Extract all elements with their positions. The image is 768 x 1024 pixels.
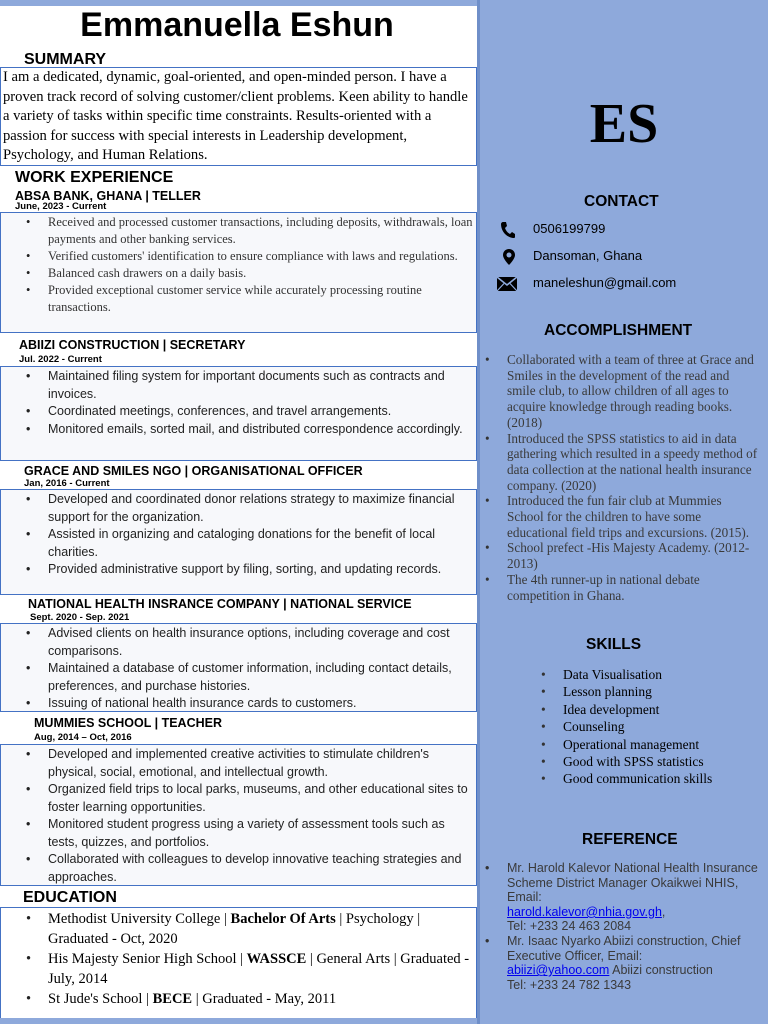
bullet-list bbox=[507, 352, 759, 603]
education-item bbox=[48, 949, 476, 989]
bullet-list bbox=[1, 491, 476, 579]
job-bullets bbox=[0, 623, 477, 712]
reference-item bbox=[507, 861, 766, 934]
list-item: • Introduced the fun fair club at Mummies School for the children to have some educational field trips and excursions. (2015). bbox=[507, 493, 759, 540]
job-title: NATIONAL HEALTH INSRANCE COMPANY | NATIONAL SERVICE bbox=[28, 597, 412, 611]
contact-location: Dansoman, Ghana bbox=[533, 248, 643, 263]
job-date: June, 2023 - Current bbox=[15, 201, 107, 212]
location-pin-icon bbox=[502, 248, 516, 266]
contact-heading: CONTACT bbox=[584, 193, 659, 210]
reference-email-link[interactable]: harold.kalevor@nhia.gov.gh bbox=[507, 904, 662, 919]
summary-heading: SUMMARY bbox=[24, 51, 107, 68]
list-item: • Lesson planning bbox=[563, 683, 763, 700]
list-item: • Good communication skills bbox=[563, 770, 763, 787]
job-date: Jan, 2016 - Current bbox=[24, 478, 110, 489]
bullet-list bbox=[1, 746, 476, 886]
award: BECE bbox=[152, 991, 193, 1007]
envelope-icon bbox=[496, 276, 518, 292]
list-item: • Idea development bbox=[563, 701, 763, 718]
bullet-list bbox=[507, 861, 766, 992]
list-item: • Provided exceptional customer service while accurately processing routine transactions. bbox=[48, 282, 476, 316]
list-item: • Operational management bbox=[563, 736, 763, 753]
list-item: • Data Visualisation bbox=[563, 666, 763, 683]
bullet-list bbox=[1, 214, 476, 316]
list-item: • School prefect -His Majesty Academy. (2012-2013) bbox=[507, 540, 759, 571]
education-item bbox=[48, 989, 476, 1009]
job-title: GRACE AND SMILES NGO | ORGANISATIONAL OFFICER bbox=[24, 464, 363, 478]
reference-email-link[interactable]: abiizi@yahoo.com bbox=[507, 963, 610, 978]
reference-phone: Tel: +233 24 782 1343 bbox=[507, 977, 632, 992]
list-item: • Balanced cash drawers on a daily basis. bbox=[48, 265, 476, 282]
accomplishment-heading: ACCOMPLISHMENT bbox=[544, 322, 693, 339]
list-item: • Received and processed customer transactions, including deposits, withdrawals, loan payments and other banking services. bbox=[48, 214, 476, 248]
list-item: • Advised clients on health insurance options, including coverage and cost comparisons. bbox=[48, 625, 476, 660]
list-item: • Provided administrative support by filing, sorting, and updating records. bbox=[48, 561, 476, 579]
job-date: Aug, 2014 – Oct, 2016 bbox=[34, 732, 132, 743]
reference-heading: REFERENCE bbox=[582, 831, 678, 848]
reference-text: Abiizi construction bbox=[609, 963, 713, 978]
list-item: • Monitored emails, sorted mail, and distributed correspondence accordingly. bbox=[48, 421, 476, 439]
reference-text: , bbox=[661, 904, 666, 919]
list-item: • Verified customers' identification to ensure compliance with laws and regulations. bbox=[48, 248, 476, 265]
education-detail: | Graduated - May, 2011 bbox=[192, 991, 337, 1007]
education-detail: | General Arts | Graduated - July, 2014 bbox=[48, 951, 470, 987]
school-name: His Majesty Senior High School | bbox=[48, 951, 247, 967]
job-bullets bbox=[0, 366, 477, 461]
resume-name: Emmanuella Eshun bbox=[80, 6, 394, 44]
list-item: • Maintained a database of customer information, including contact details, preferences, and purchase histories. bbox=[48, 660, 476, 695]
reference-item bbox=[507, 934, 766, 992]
job-date: Sept. 2020 - Sep. 2021 bbox=[30, 612, 130, 623]
education-heading: EDUCATION bbox=[23, 889, 117, 906]
job-bullets bbox=[0, 744, 477, 886]
list-item: • Collaborated with colleagues to develop innovative teaching strategies and approaches. bbox=[48, 851, 476, 886]
education-list bbox=[1, 908, 476, 1009]
award: WASSCE bbox=[246, 951, 307, 967]
bullet-list bbox=[1, 625, 476, 713]
school-name: St Jude's School | bbox=[48, 991, 153, 1007]
reference-text: Mr. Isaac Nyarko Abiizi construction, Chief Executive Officer, Email: bbox=[507, 933, 741, 963]
work-experience-heading: WORK EXPERIENCE bbox=[15, 169, 174, 186]
list-item: • Collaborated with a team of three at Grace and Smiles in the development of the read and smile club, to allow children of all ages to acquire knowledge through reading books. (2018) bbox=[507, 352, 759, 431]
list-item: • Assisted in organizing and cataloging donations for the benefit of local charities. bbox=[48, 526, 476, 561]
list-item: • Good with SPSS statistics bbox=[563, 753, 763, 770]
bullet-list bbox=[563, 666, 763, 788]
list-item: • Maintained filing system for important documents such as contracts and invoices. bbox=[48, 368, 476, 403]
skills-heading: SKILLS bbox=[586, 636, 642, 653]
accomplishment-list bbox=[507, 352, 759, 603]
list-item: • Coordinated meetings, conferences, and travel arrangements. bbox=[48, 403, 476, 421]
bullet-list bbox=[1, 368, 476, 438]
job-title: ABIIZI CONSTRUCTION | SECRETARY bbox=[19, 338, 246, 352]
phone-icon bbox=[500, 221, 516, 239]
award: Bachelor Of Arts bbox=[230, 911, 336, 927]
reference-phone: Tel: +233 24 463 2084 bbox=[507, 919, 632, 934]
job-title: ABSA BANK, GHANA | TELLER bbox=[15, 189, 201, 203]
list-item: • Monitored student progress using a variety of assessment tools such as tests, quizzes, and portfolios. bbox=[48, 816, 476, 851]
job-date: Jul. 2022 - Current bbox=[19, 354, 102, 365]
job-bullets bbox=[0, 489, 477, 595]
list-item: • Organized field trips to local parks, museums, and other educational sites to foster learning opportunities. bbox=[48, 781, 476, 816]
list-item: • Counseling bbox=[563, 718, 763, 735]
list-item: • Developed and implemented creative activities to stimulate children's physical, social, emotional, and intellectual growth. bbox=[48, 746, 476, 781]
list-item: • Issuing of national health insurance cards to customers. bbox=[48, 695, 476, 713]
skills-list bbox=[563, 666, 763, 788]
job-bullets bbox=[0, 212, 477, 333]
list-item: • The 4th runner-up in national debate competition in Ghana. bbox=[507, 572, 759, 603]
contact-email[interactable]: maneleshun@gmail.com bbox=[533, 275, 677, 290]
reference-list bbox=[507, 861, 766, 992]
summary-text: I am a dedicated, dynamic, goal-oriented, and open-minded person. I have a proven track record of solving customer/client problems. Keen ability to handle a variety of tasks within specific time constraints. Results-oriented with a passion for success with special interests in Leadership development, Psychology, and Human Relations. bbox=[0, 67, 477, 166]
initials-monogram: ES bbox=[589, 93, 659, 155]
education-detail: | Psychology | Graduated - Oct, 2020 bbox=[48, 911, 421, 947]
education-box bbox=[0, 907, 477, 1018]
education-item bbox=[48, 909, 476, 949]
school-name: Methodist University College | bbox=[48, 911, 231, 927]
contact-phone: 0506199799 bbox=[533, 221, 606, 236]
list-item: • Introduced the SPSS statistics to aid in data gathering which resulted in a speedy method of data collection at the national health insurance company. (2020) bbox=[507, 431, 759, 494]
job-title: MUMMIES SCHOOL | TEACHER bbox=[34, 716, 222, 730]
reference-text: Mr. Harold Kalevor National Health Insurance Scheme District Manager Okaikwei NHIS, Email: bbox=[507, 861, 758, 905]
list-item: • Developed and coordinated donor relations strategy to maximize financial support for the organization. bbox=[48, 491, 476, 526]
